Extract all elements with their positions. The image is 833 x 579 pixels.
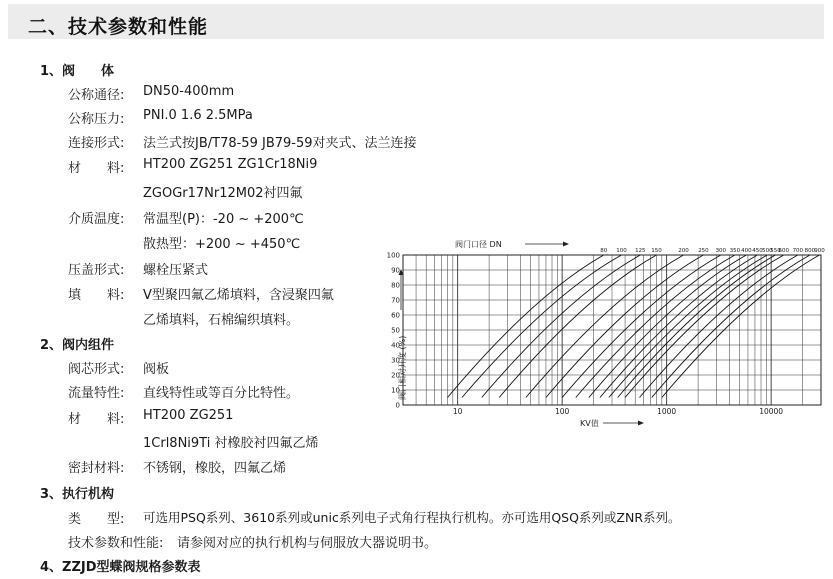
x-tick-labels (453, 407, 783, 416)
dn-label-900: 900 (814, 248, 825, 254)
packing-value-1: V型聚四氟乙烯填料，含浸聚四氟 (143, 288, 334, 303)
series-curve-700 (640, 255, 798, 398)
title-arrow-head (563, 242, 569, 247)
inner-material-label: 材 料: (68, 412, 125, 427)
y-tick-label: 50 (391, 326, 400, 335)
tech-value: 请参阅对应的执行机构与伺服放大器说明书。 (177, 536, 438, 551)
chart-grid (403, 255, 821, 405)
section-4-title: 4、ZZJD型蝶阀规格参数表 (40, 560, 201, 575)
dn-label-300: 300 (715, 248, 727, 254)
series-curve-550 (618, 255, 776, 398)
seal-label: 密封材料: (68, 461, 125, 476)
series-curve-900 (662, 255, 820, 398)
packing-value-2: 乙烯填料，石棉编织填料。 (143, 313, 300, 328)
x-tick-label: 10 (452, 407, 463, 416)
dn-label-125: 125 (635, 248, 646, 254)
chart-curves (448, 255, 820, 398)
y-tick-label: 40 (391, 341, 400, 350)
nominal-pressure-value: PNI.0 1.6 2.5MPa (143, 108, 253, 123)
y-tick-label: 30 (391, 356, 400, 365)
seal-value: 不锈钢，橡胶，四氟乙烯 (143, 461, 287, 476)
y-tick-label: 70 (391, 296, 400, 305)
connection-value: 法兰式按JB/T78-59 JB79-59对夹式、法兰连接 (143, 136, 417, 151)
dn-label-350: 350 (729, 248, 741, 254)
material-value-2: ZGOGr17Nr12M02衬四氟 (143, 186, 303, 201)
series-curve-300 (562, 255, 721, 398)
y-tick-label: 20 (391, 371, 400, 380)
series-curve-125 (482, 255, 641, 398)
series-curve-150 (499, 255, 656, 398)
inner-material-value-2: 1Crl8Ni9Ti 衬橡胶衬四氟乙烯 (143, 436, 319, 451)
type-label: 类 型: (68, 512, 125, 527)
series-curve-200 (526, 255, 684, 398)
y-axis-label: 阀门相对开度 (%) (398, 335, 407, 400)
flow-label: 流量特性: (68, 386, 125, 401)
section-heading: 二、技术参数和性能 (28, 16, 209, 38)
flow-value: 直线特性或等百分比特性。 (143, 386, 300, 401)
dn-label-600: 600 (778, 248, 789, 254)
dn-label-100: 100 (616, 248, 627, 254)
x-tick-label: 10000 (759, 407, 784, 416)
medium-temp-value-1: 常温型(P)：-20 ~ +200℃ (143, 212, 304, 227)
bonnet-value: 螺栓压紧式 (143, 263, 209, 278)
chart-title: 阀门口径 DN (455, 240, 502, 249)
y-tick-label: 100 (386, 251, 400, 260)
bonnet-label: 压盖形式: (68, 263, 125, 278)
dn-label-200: 200 (678, 248, 689, 254)
dn-label-700: 700 (792, 248, 804, 254)
core-label: 阀芯形式: (68, 362, 125, 377)
nominal-size-value: DN50-400mm (143, 84, 235, 99)
type-value: 可选用PSQ系列、3610系列或unic系列电子式角行程执行机构。亦可选用QSQ系列或ZNR系列。 (143, 510, 681, 525)
section-2-title: 2、阀内组件 (40, 338, 115, 353)
material-value-1: HT200 ZG251 ZG1Cr18Ni9 (143, 157, 318, 172)
inner-material-value-1: HT200 ZG251 (143, 408, 234, 423)
series-curve-100 (462, 255, 622, 398)
dn-label-150: 150 (651, 248, 662, 254)
y-tick-label: 0 (395, 401, 400, 410)
x-axis-label: KV值 (580, 419, 599, 428)
x-arrow-head (638, 421, 644, 426)
dn-label-450: 450 (752, 248, 763, 254)
nominal-size-label: 公称通径: (68, 88, 125, 103)
y-tick-label: 90 (391, 266, 400, 275)
dn-label-550: 550 (770, 248, 781, 254)
section-3-title: 3、执行机构 (40, 487, 115, 502)
dn-labels (600, 248, 825, 254)
packing-label: 填 料: (68, 288, 125, 303)
series-curve-600 (625, 255, 784, 398)
dn-label-250: 250 (698, 248, 709, 254)
medium-temp-value-2: 散热型：+200 ~ +450℃ (143, 237, 301, 252)
y-tick-label: 80 (391, 281, 400, 290)
dn-label-400: 400 (741, 248, 752, 254)
dn-label-500: 500 (762, 248, 773, 254)
core-value: 阀板 (143, 362, 170, 377)
tech-label: 技术参数和性能: (68, 536, 164, 551)
dn-label-80: 80 (600, 248, 608, 254)
dn-label-800: 800 (804, 248, 816, 254)
nominal-pressure-label: 公称压力: (68, 112, 125, 127)
medium-temp-label: 介质温度: (68, 212, 125, 227)
material-label: 材 料: (68, 161, 125, 176)
y-tick-label: 60 (391, 311, 400, 320)
y-tick-label: 10 (391, 386, 400, 395)
x-tick-label: 100 (554, 407, 570, 416)
x-tick-label: 1000 (657, 407, 677, 416)
connection-label: 连接形式: (68, 136, 125, 151)
section-1-title: 1、阀 体 (40, 64, 115, 79)
